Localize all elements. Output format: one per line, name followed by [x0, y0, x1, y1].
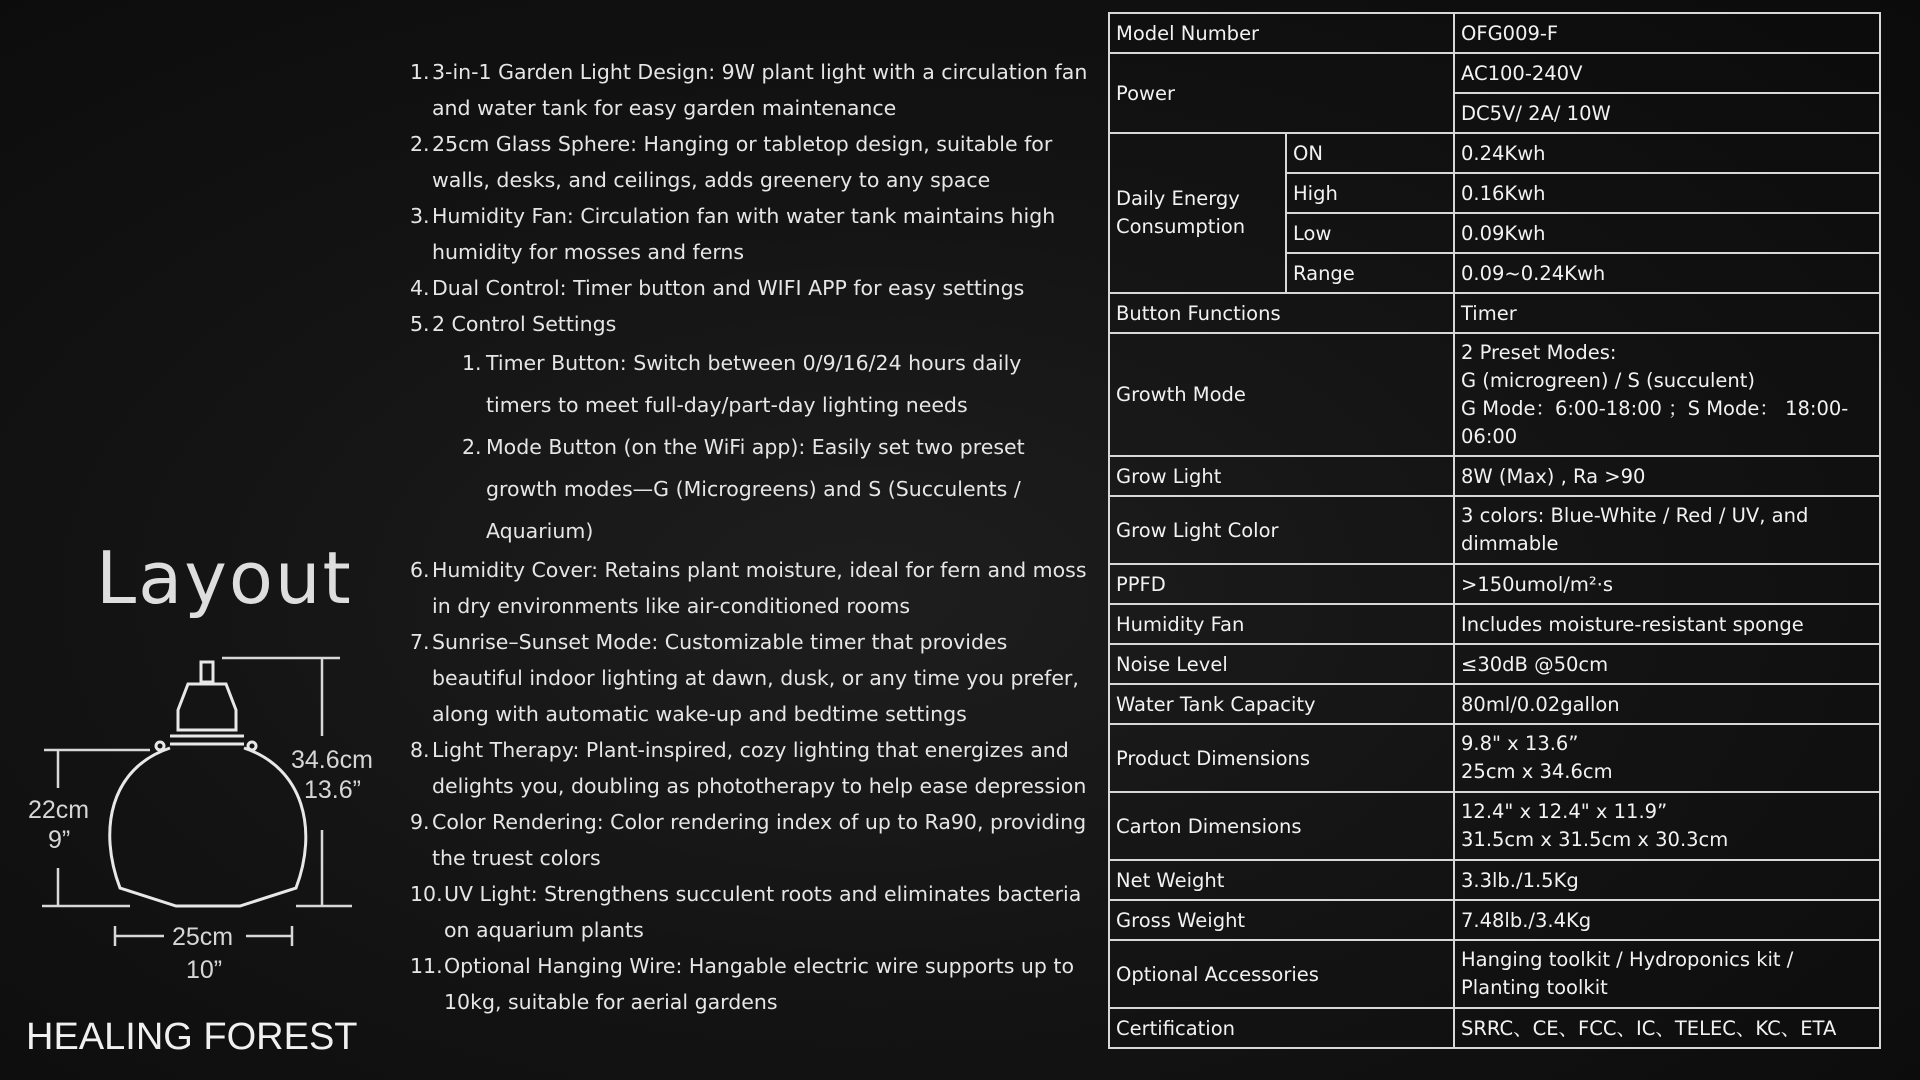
spec-row-gross-weight — [1109, 900, 1880, 940]
layout-title: Layout — [96, 536, 353, 620]
spec-row-carton-dim — [1109, 792, 1880, 860]
width-in-label: 10” — [186, 956, 223, 984]
spec-value: OFG009-F — [1454, 13, 1880, 53]
width-cm-label: 25cm — [172, 923, 234, 951]
feature-item: 2. 25cm Glass Sphere: Hanging or tabletop design, suitable for walls, desks, and ceilings, adds greenery to any space — [410, 132, 1053, 192]
feature-item: 8. Light Therapy: Plant-inspired, cozy lighting that energizes and delights you, doubling as phototherapy to help ease depression — [410, 738, 1087, 798]
spec-row-certification — [1109, 1008, 1880, 1048]
spec-value: 3.3lb./1.5Kg — [1454, 860, 1880, 900]
spec-value: SRRC、CE、FCC、IC、TELEC、KC、ETA — [1454, 1008, 1880, 1048]
spec-label: Daily Energy Consumption — [1109, 133, 1286, 293]
spec-value: 3 colors: Blue-White / Red / UV, and dimmable — [1454, 496, 1880, 564]
spec-row-tank — [1109, 684, 1880, 724]
spec-value: 0.24Kwh — [1454, 133, 1880, 173]
spec-value: 7.48lb./3.4Kg — [1454, 900, 1880, 940]
spec-sublabel: High — [1286, 173, 1454, 213]
spec-label: Noise Level — [1109, 644, 1454, 684]
spec-value: ≤30dB @50cm — [1454, 644, 1880, 684]
sub-feature-item: 2. Mode Button (on the WiFi app): Easily set two preset growth modes—G (Microgreens) and S (Succulents / Aquarium) — [462, 435, 1025, 543]
spec-label: PPFD — [1109, 564, 1454, 604]
spec-label: Gross Weight — [1109, 900, 1454, 940]
spec-label: Grow Light — [1109, 456, 1454, 496]
spec-label: Water Tank Capacity — [1109, 684, 1454, 724]
spec-value: Includes moisture-resistant sponge — [1454, 604, 1880, 644]
feature-item: 3. Humidity Fan: Circulation fan with water tank maintains high humidity for mosses and ferns — [410, 204, 1056, 264]
lamp-hook — [201, 662, 213, 682]
sphere-in-label: 9” — [48, 826, 71, 854]
spec-label: Power — [1109, 53, 1454, 133]
spec-row-product-dim — [1109, 724, 1880, 792]
spec-row-accessories — [1109, 940, 1880, 1008]
spec-value: Hanging toolkit / Hydroponics kit / Planting toolkit — [1454, 940, 1880, 1008]
spec-row-ppfd — [1109, 564, 1880, 604]
spec-value: 80ml/0.02gallon — [1454, 684, 1880, 724]
spec-sublabel: ON — [1286, 133, 1454, 173]
feature-item: 5. 2 Control Settings — [410, 312, 617, 336]
spec-row-grow-color — [1109, 496, 1880, 564]
spec-row-net-weight — [1109, 860, 1880, 900]
spec-row-model — [1109, 13, 1880, 53]
feature-item: 1. 3-in-1 Garden Light Design: 9W plant light with a circulation fan and water tank for easy garden maintenance — [410, 60, 1088, 120]
spec-label: Model Number — [1109, 13, 1454, 53]
spec-value: 2 Preset Modes: G (microgreen) / S (succulent) G Mode：6:00-18:00 ；S Mode： 18:00-06:00 — [1454, 333, 1880, 456]
feature-item: 6. Humidity Cover: Retains plant moisture, ideal for fern and moss in dry environments like air-conditioned rooms — [410, 558, 1087, 618]
spec-value: >150umol/m²·s — [1454, 564, 1880, 604]
height-in-label: 13.6” — [304, 776, 361, 804]
dimension-diagram — [0, 640, 420, 1000]
lamp-cap — [178, 684, 236, 730]
spec-value: 0.09~0.24Kwh — [1454, 253, 1880, 293]
sub-feature-item: 1. Timer Button: Switch between 0/9/16/24 hours daily timers to meet full-day/part-day lighting needs — [462, 351, 1022, 417]
spec-label: Button Functions — [1109, 293, 1454, 333]
feature-item: 9. Color Rendering: Color rendering index of up to Ra90, providing the truest colors — [410, 810, 1087, 870]
brand-logo-text: HEALING FOREST — [26, 1016, 358, 1058]
spec-value: Timer — [1454, 293, 1880, 333]
spec-label: Net Weight — [1109, 860, 1454, 900]
feature-item: 10. UV Light: Strengthens succulent roots and eliminates bacteria on aquarium plants — [410, 882, 1082, 942]
spec-label: Carton Dimensions — [1109, 792, 1454, 860]
spec-row-noise — [1109, 644, 1880, 684]
spec-row-energy-on — [1109, 133, 1880, 173]
spec-label: Product Dimensions — [1109, 724, 1454, 792]
spec-row-fan — [1109, 604, 1880, 644]
spec-label: Grow Light Color — [1109, 496, 1454, 564]
spec-label: Certification — [1109, 1008, 1454, 1048]
feature-item: 11. Optional Hanging Wire: Hangable electric wire supports up to 10kg, suitable for aerial gardens — [410, 954, 1075, 1014]
spec-sublabel: Range — [1286, 253, 1454, 293]
spec-value: AC100-240V — [1454, 53, 1880, 93]
spec-row-grow-light — [1109, 456, 1880, 496]
sphere-cm-label: 22cm — [28, 796, 90, 824]
spec-value: 0.16Kwh — [1454, 173, 1880, 213]
spec-value: 9.8" x 13.6” 25cm x 34.6cm — [1454, 724, 1880, 792]
glass-globe — [110, 748, 306, 906]
spec-sublabel: Low — [1286, 213, 1454, 253]
spec-label: Growth Mode — [1109, 333, 1454, 456]
feature-item: 7. Sunrise–Sunset Mode: Customizable timer that provides beautiful indoor lighting at dawn, dusk, or any time you prefer, along with automatic wake-up and bedtime settings — [410, 630, 1079, 726]
feature-item: 4. Dual Control: Timer button and WIFI APP for easy settings — [410, 276, 1025, 300]
lamp-outline — [110, 662, 306, 906]
spec-row-growth — [1109, 333, 1880, 456]
spec-value: 8W (Max) , Ra >90 — [1454, 456, 1880, 496]
spec-row-power — [1109, 53, 1880, 93]
spec-value: 12.4" x 12.4" x 11.9” 31.5cm x 31.5cm x 30.3cm — [1454, 792, 1880, 860]
spec-label: Humidity Fan — [1109, 604, 1454, 644]
spec-value: 0.09Kwh — [1454, 213, 1880, 253]
height-cm-label: 34.6cm — [291, 746, 373, 774]
spec-row-button — [1109, 293, 1880, 333]
feature-list — [410, 54, 1090, 1020]
spec-label: Optional Accessories — [1109, 940, 1454, 1008]
spec-value: DC5V/ 2A/ 10W — [1454, 93, 1880, 133]
spec-table — [1108, 12, 1881, 1049]
